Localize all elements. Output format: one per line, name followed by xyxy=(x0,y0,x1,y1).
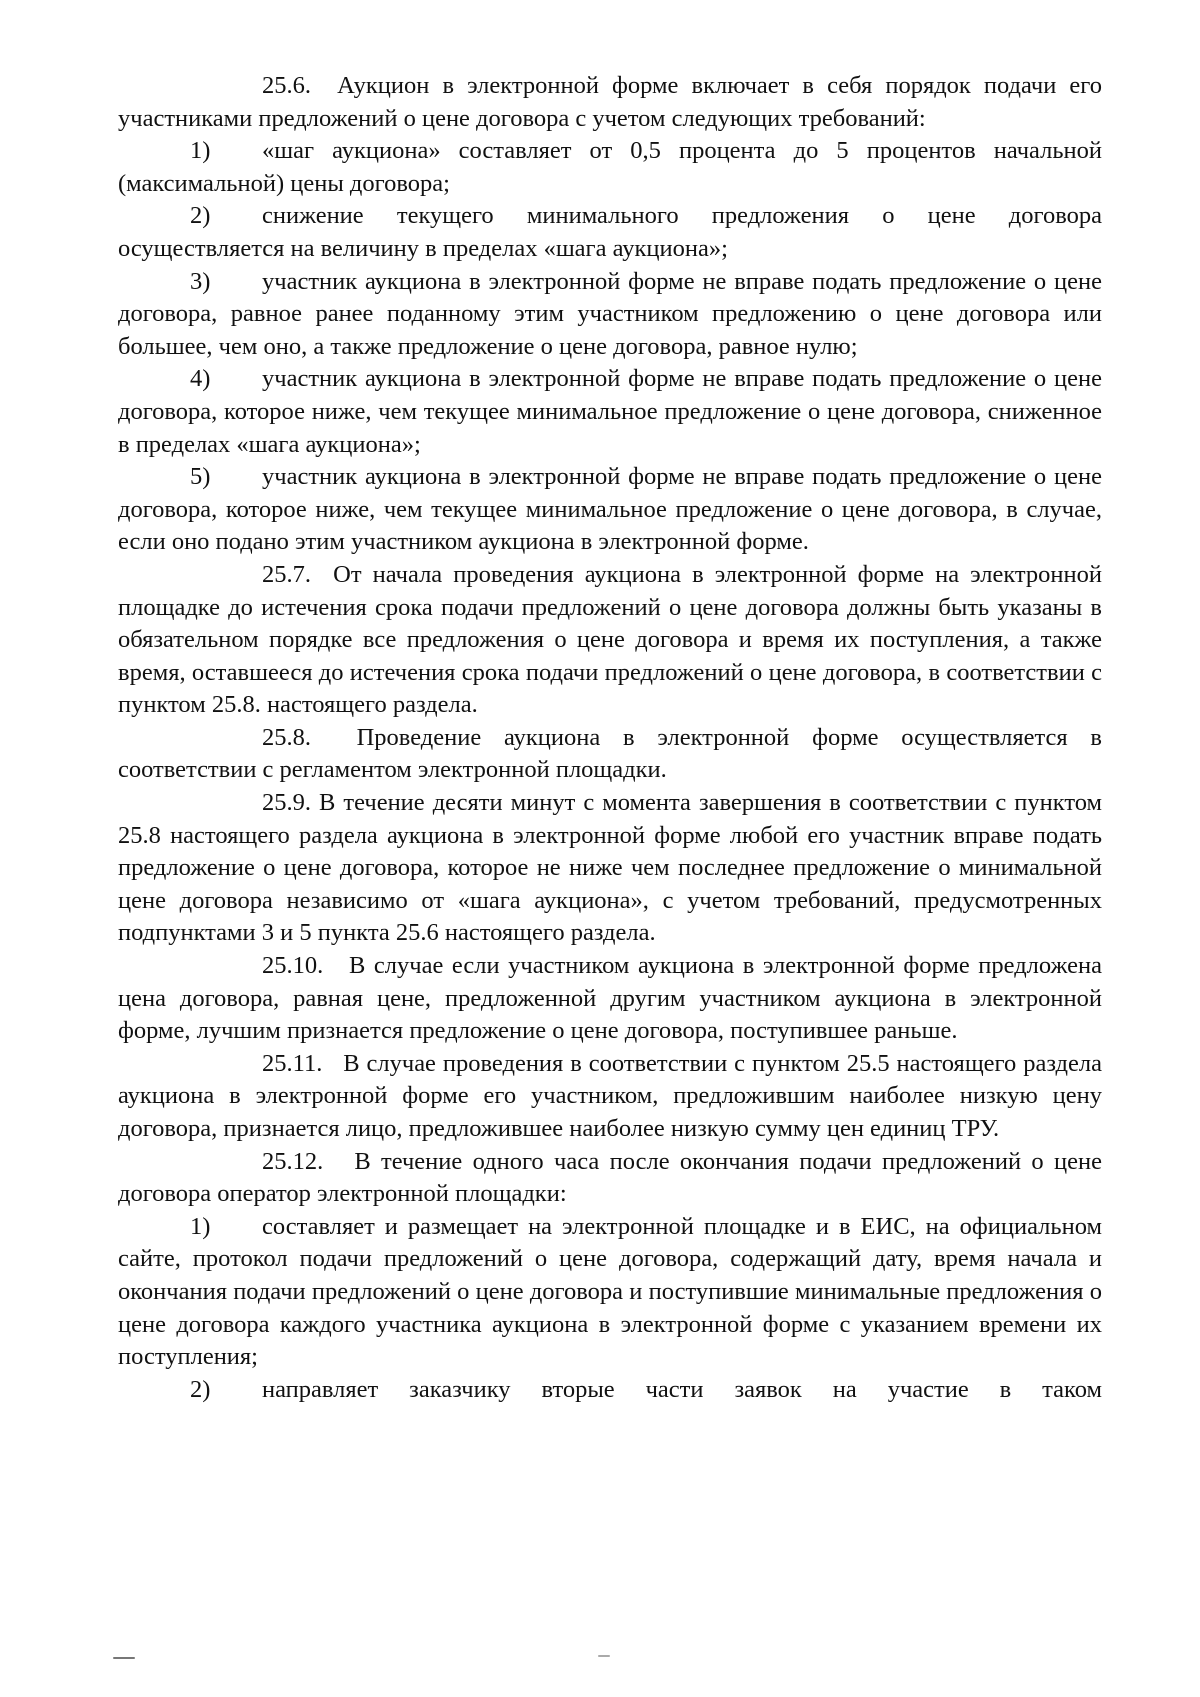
list-item-number: 4) xyxy=(190,365,211,393)
list-item-number: 2) xyxy=(190,202,211,230)
list-item-number: 2) xyxy=(190,1375,211,1403)
paragraph-number: 25.7. xyxy=(262,560,311,588)
paragraph-number: 25.8. xyxy=(262,723,311,751)
paragraph-number: 25.9. xyxy=(262,789,311,817)
paragraph-25-8 xyxy=(118,722,1102,787)
paragraph-text: В течение одного часа после окончания подачи предложений о цене договора оператор электронной площадки: xyxy=(118,1147,1103,1208)
list-item-12-1 xyxy=(118,1211,1102,1374)
paragraph-text: От начала проведения аукциона в электронной форме на электронной площадке до истечения срока подачи предложений о цене договора должны быть указаны в обязательном порядке все предложения о цене договора и время их поступления, а также время, оставшееся до истечения срока подачи предложений о цене договора, в соответствии с пунктом 25.8. настоящего раздела. xyxy=(118,560,1103,719)
paragraph-text: Проведение аукциона в электронной форме осуществляется в соответствии с регламентом электронной площадки. xyxy=(118,723,1102,784)
paragraph-number: 25.12. xyxy=(262,1147,324,1175)
list-item-text: направляет заказчику вторые части заявок на участие в таком xyxy=(262,1375,1102,1403)
paragraph-25-10 xyxy=(118,950,1102,1048)
list-item-4 xyxy=(118,363,1102,461)
list-item-text: участник аукциона в электронной форме не вправе подать предложение о цене договора, которое ниже, чем текущее минимальное предложение о цене договора, сниженное в пределах «шага аукциона»; xyxy=(118,365,1102,458)
document-body xyxy=(118,70,1102,1406)
list-item-text: снижение текущего минимального предложения о цене договора осуществляется на величину в пределах «шага аукциона»; xyxy=(118,202,1102,262)
list-item-3 xyxy=(118,266,1102,364)
list-item-text: участник аукциона в электронной форме не вправе подать предложение о цене договора, равное ранее поданному этим участником предложению о цене договора или большее, чем оно, а также предложение о цене договора, равное нулю; xyxy=(118,267,1102,360)
paragraph-25-9 xyxy=(118,787,1102,950)
list-item-1 xyxy=(118,135,1102,200)
list-item-5 xyxy=(118,461,1102,559)
list-item-number: 3) xyxy=(190,267,211,295)
paragraph-number: 25.11. xyxy=(262,1049,323,1077)
scan-speck-center xyxy=(598,1655,610,1657)
scan-speck-left xyxy=(113,1657,135,1659)
list-item-text: «шаг аукциона» составляет от 0,5 процента до 5 процентов начальной (максимальной) цены договора; xyxy=(118,137,1102,197)
list-item-2 xyxy=(118,200,1102,265)
paragraph-25-12 xyxy=(118,1146,1102,1211)
list-item-number: 5) xyxy=(190,463,211,491)
paragraph-25-6 xyxy=(118,70,1102,135)
list-item-text: составляет и размещает на электронной площадке и в ЕИС, на официальном сайте, протокол подачи предложений о цене договора, содержащий дату, время начала и окончания подачи предложений о цене договора и поступившие минимальные предложения о цене договора каждого участника аукциона в электронной форме с указанием времени их поступления; xyxy=(118,1212,1102,1371)
paragraph-text: В случае если участником аукциона в электронной форме предложена цена договора, равная цене, предложенной другим участником аукциона в электронной форме, лучшим признается предложение о цене договора, поступившее раньше. xyxy=(118,952,1102,1045)
paragraph-text: В течение десяти минут с момента завершения в соответствии с пунктом 25.8 настоящего раздела аукциона в электронной форме любой его участник вправе подать предложение о цене договора, которое не ниже чем последнее предложение о минимальной цене договора независимо от «шага аукциона», с учетом требований, предусмотренных подпунктами 3 и 5 пункта 25.6 настоящего раздела. xyxy=(118,789,1102,947)
paragraph-25-7 xyxy=(118,559,1102,722)
paragraph-text: Аукцион в электронной форме включает в себя порядок подачи его участниками предложений о цене договора с учетом следующих требований: xyxy=(118,72,1102,132)
list-item-text: участник аукциона в электронной форме не вправе подать предложение о цене договора, которое ниже, чем текущее минимальное предложение о цене договора, в случае, если оно подано этим участником аукциона в электронной форме. xyxy=(118,463,1102,556)
paragraph-text: В случае проведения в соответствии с пунктом 25.5 настоящего раздела аукциона в электронной форме его участником, предложившим наиболее низкую цену договора, признается лицо, предложившее наиболее низкую сумму цен единиц ТРУ. xyxy=(118,1049,1103,1142)
list-item-number: 1) xyxy=(190,137,211,165)
list-item-number: 1) xyxy=(190,1212,211,1240)
list-item-12-2 xyxy=(118,1374,1102,1407)
paragraph-number: 25.10. xyxy=(262,952,324,980)
paragraph-25-11 xyxy=(118,1048,1102,1146)
paragraph-number: 25.6. xyxy=(262,72,311,99)
